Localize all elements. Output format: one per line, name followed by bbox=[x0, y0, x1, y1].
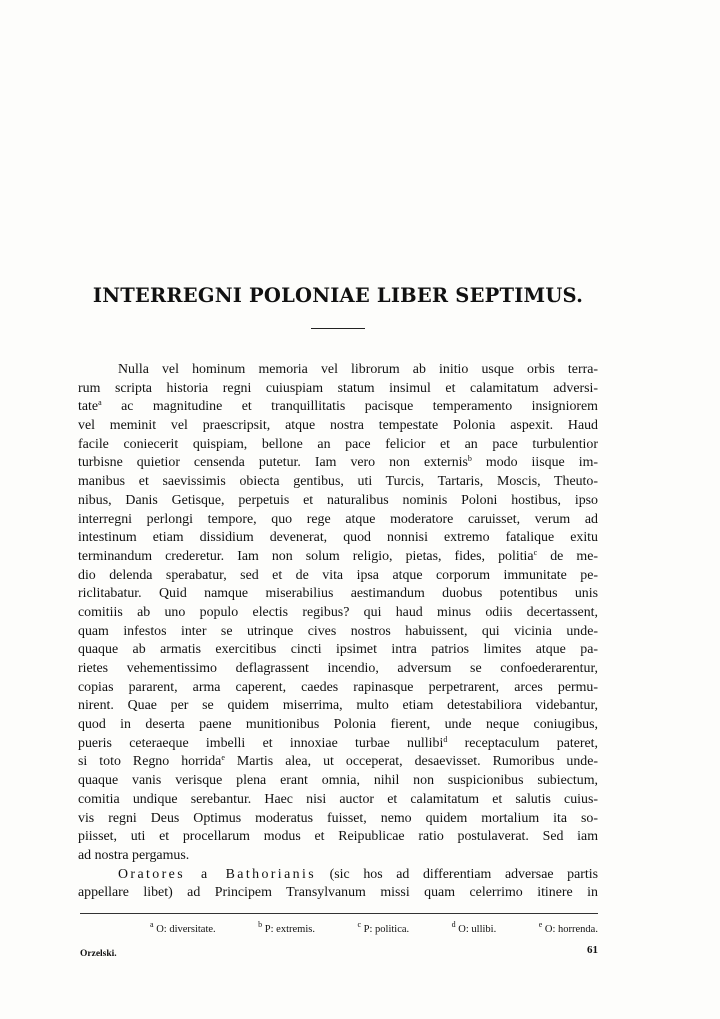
footnote: $^a$ O: diversitate. bbox=[150, 920, 216, 935]
chapter-title: INTERREGNI POLONIAE LIBER SEPTIMUS. bbox=[92, 284, 584, 307]
page-number: 61 bbox=[587, 944, 598, 956]
text-line: dio delenda sperabatur, sed et de vita ipsa atque corporum immunitate pe- bbox=[78, 567, 598, 583]
text-line: Oratores a Bathorianis (sic hos ad differentiam adversae partis bbox=[118, 866, 598, 882]
text-line: ad nostra pergamus. bbox=[78, 847, 190, 863]
text-line: copias pararent, arma caperent, caedes rapinasque perpetrarent, arces permu- bbox=[78, 679, 598, 695]
text-line: rietes vehementissimo deflagrassent incendio, adversum se confoederarentur, bbox=[78, 661, 598, 676]
text-line: manibus et saevissimis obiecta gentibus, uti Turcis, Tartaris, Moscis, Theuto- bbox=[78, 474, 598, 490]
text-line: facile coniecerit quispiam, bellone an pace felicior et an pace turbulentior bbox=[78, 436, 598, 452]
text-line: vis regni Deus Optimus moderatus fuisset, nemo quidem mortalium ita so- bbox=[78, 810, 598, 826]
footnote: $^b$ P: extremis. bbox=[258, 920, 315, 935]
text-line: quam infestos inter se utrinque cives nostros habuissent, qui vicinia unde- bbox=[78, 623, 598, 639]
text-line: pueris ceteraeque imbelli et innoxiae turbae nullibi$^d$ receptaculum pateret, bbox=[78, 734, 598, 751]
footnote-divider bbox=[80, 913, 598, 914]
text-line: intestinum etiam dissidium devenerat, quod nonnisi extremo fatalique exitu bbox=[78, 530, 598, 546]
text-line: nirent. Quae per se quidem miserrima, multo etiam detestabiliora videbantur, bbox=[78, 698, 598, 714]
text-line: nibus, Danis Getisque, perpetuis et naturalibus nominis Poloni hostibus, ipso bbox=[78, 492, 598, 508]
text-line: piisset, uti et procellarum modus et Reipublicae ratio postulaverat. Sed iam bbox=[78, 829, 598, 845]
footnote-marker: b bbox=[467, 454, 472, 464]
footnote: $^d$ O: ullibi. bbox=[451, 920, 497, 935]
footnote-marker: c bbox=[533, 547, 538, 557]
footnote: $^e$ O: horrenda. bbox=[538, 920, 598, 935]
text-line: rum scripta historia regni cuiuspiam statum insimul et calamitatum adversi- bbox=[78, 380, 598, 396]
text-line: riclitabatur. Quid namque miserabilius aestimandum duobus potentibus unis bbox=[78, 586, 598, 602]
text-line: quaque vanis verisque plena erant omnia, nihil non suspicionibus subiectum, bbox=[78, 773, 598, 789]
text-line: quod in deserta paene munitionibus Polonia fierent, unde neque coniugibus, bbox=[78, 717, 598, 733]
text-line: appellare libet) ad Principem Transylvanum missi quam celerrimo itinere in bbox=[78, 885, 598, 901]
text-line: terminandum crederetur. Iam non solum religio, pietas, fides, politia$^c$ de me- bbox=[78, 547, 598, 564]
text-line: turbisne quietior censenda putetur. Iam vero non externis$^b$ modo iisque im- bbox=[78, 454, 598, 471]
title-divider bbox=[311, 328, 365, 329]
footnote-marker: a bbox=[98, 398, 102, 408]
signature-mark: Orzelski. bbox=[80, 949, 117, 959]
text-line: comitiis ab uno populo electis regibus? qui haud minus odiis decertassent, bbox=[78, 604, 598, 620]
footnote-marker: d bbox=[443, 734, 448, 744]
footnote-marker: e bbox=[221, 753, 225, 763]
spaced-name: Oratores a Bathorianis bbox=[118, 866, 317, 882]
text-line: tate$^a$ ac magnitudine et tranquillitatis pacisque temperamento insigniorem bbox=[78, 398, 598, 415]
body-text bbox=[78, 361, 598, 903]
footnotes bbox=[150, 920, 598, 935]
text-line: Nulla vel hominum memoria vel librorum ab initio usque orbis terra- bbox=[118, 362, 598, 377]
text-line: si toto Regno horrida$^e$ Martis alea, ut occeperat, desaevisset. Rumoribus unde- bbox=[78, 753, 598, 770]
text-line: quaque ab armatis exercitibus cincti ipsimet intra patrios limites atque pa- bbox=[78, 642, 598, 658]
footnote: $^c$ P: politica. bbox=[357, 920, 410, 935]
text-line: vel meminit vel praescripsit, atque nostra tempestate Polonia aspexit. Haud bbox=[78, 418, 598, 434]
text-line: comitia undique serebantur. Haec nisi auctor et calamitatum et salutis cuius- bbox=[78, 791, 598, 807]
text-line: interregni perlongi tempore, quo rege atque moderatore caruisset, verum ad bbox=[78, 511, 598, 527]
